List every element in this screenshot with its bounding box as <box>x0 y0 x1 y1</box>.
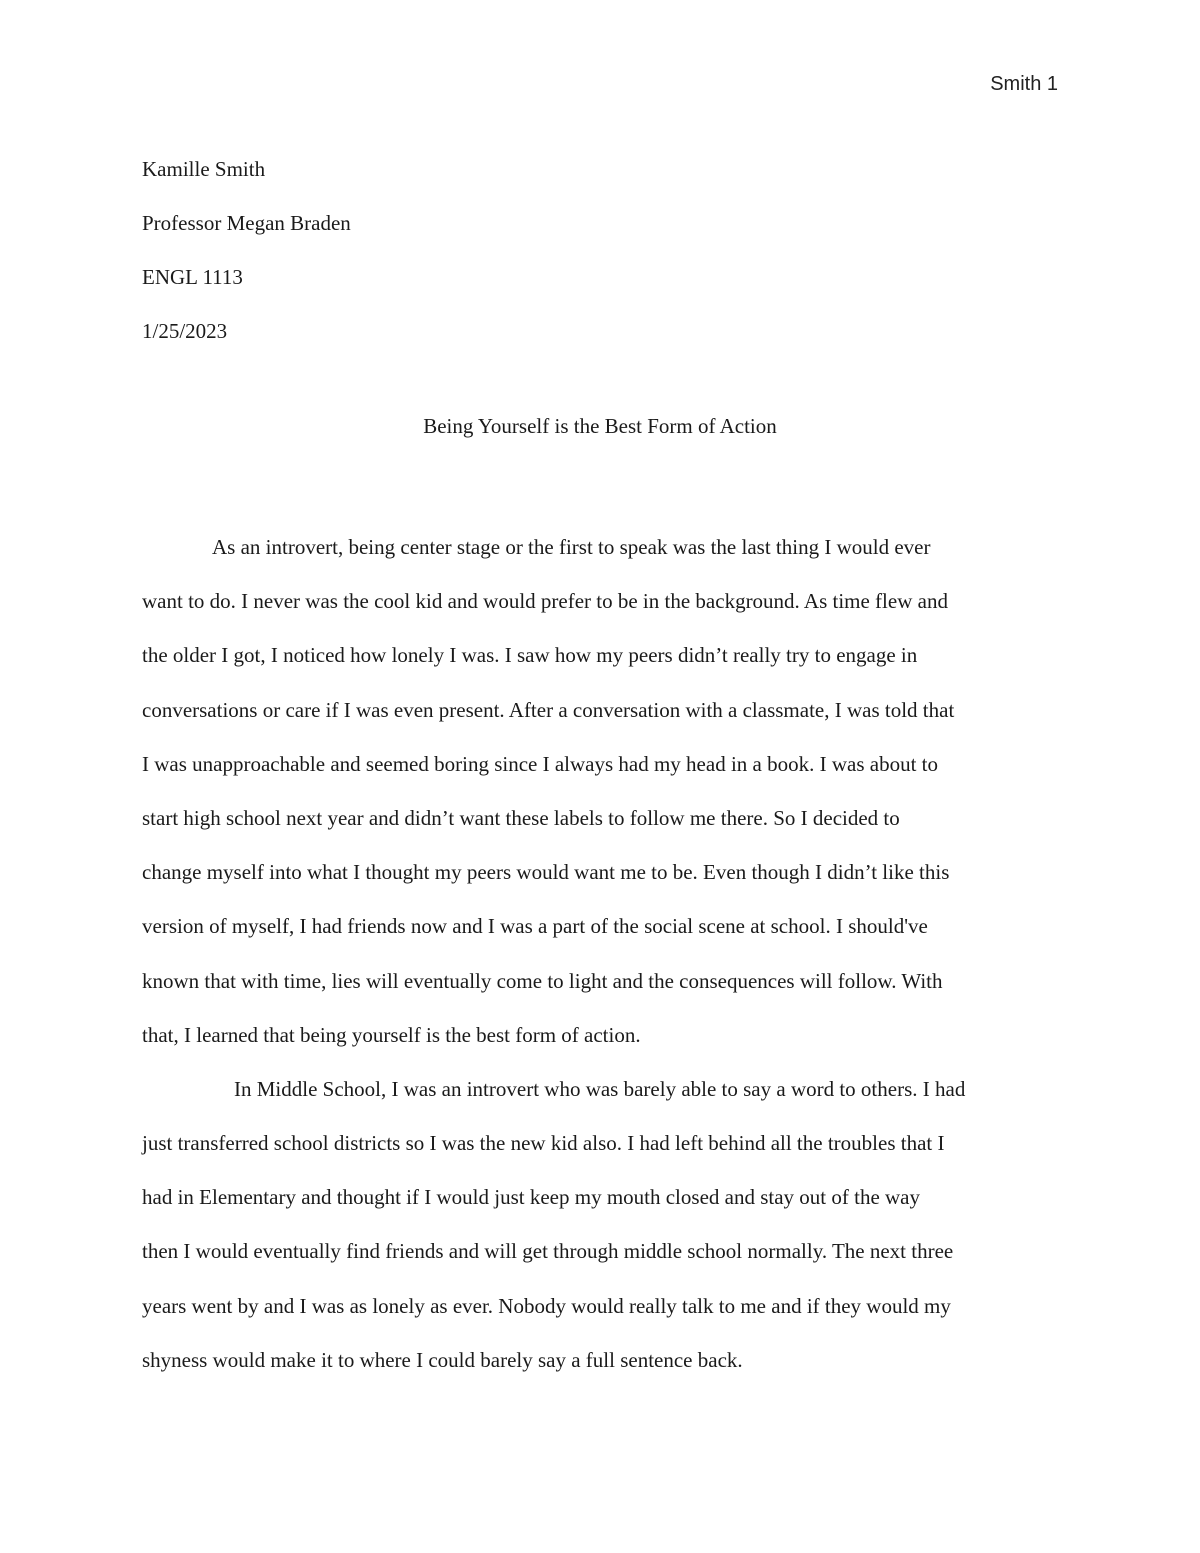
paragraph-2 <box>142 1062 1058 1387</box>
professor-name: Professor Megan Braden <box>142 211 351 235</box>
course-name: ENGL 1113 <box>142 265 243 289</box>
text-line: version of myself, I had friends now and I was a part of the social scene at school. I should've <box>142 914 928 939</box>
text-line: want to do. I never was the cool kid and would prefer to be in the background. As time flew and <box>142 589 948 614</box>
text-line: years went by and I was as lonely as ever. Nobody would really talk to me and if they would my <box>142 1293 951 1318</box>
text-line: known that with time, lies will eventually come to light and the consequences will follow. With <box>142 968 943 993</box>
text-line: shyness would make it to where I could barely say a full sentence back. <box>142 1347 743 1372</box>
text-line: that, I learned that being yourself is the best form of action. <box>142 1022 641 1047</box>
paragraph-1 <box>142 520 1058 1062</box>
author-name: Kamille Smith <box>142 157 266 181</box>
text-line: As an introvert, being center stage or the first to speak was the last thing I would ever <box>212 535 931 559</box>
essay-body <box>142 520 1058 1387</box>
running-head: Smith 1 <box>990 73 1058 95</box>
text-line: conversations or care if I was even present. After a conversation with a classmate, I was told that <box>142 697 955 722</box>
text-line: then I would eventually find friends and will get through middle school normally. The next three <box>142 1239 954 1264</box>
mla-heading <box>142 142 1058 358</box>
essay-date: 1/25/2023 <box>142 319 228 343</box>
text-line: I was unapproachable and seemed boring since I always had my head in a book. I was about to <box>142 751 939 776</box>
text-line: start high school next year and didn’t want these labels to follow me there. So I decided to <box>142 805 900 830</box>
text-line: change myself into what I thought my peers would want me to be. Even though I didn’t like this <box>142 860 950 885</box>
text-line: In Middle School, I was an introvert who was barely able to say a word to others. I had <box>234 1076 966 1101</box>
text-line: just transferred school districts so I was the new kid also. I had left behind all the troubles that I <box>142 1131 945 1156</box>
essay-title: Being Yourself is the Best Form of Action <box>423 414 777 438</box>
text-line: had in Elementary and thought if I would just keep my mouth closed and stay out of the way <box>142 1185 921 1210</box>
text-line: the older I got, I noticed how lonely I was. I saw how my peers didn’t really try to engage in <box>142 643 918 668</box>
